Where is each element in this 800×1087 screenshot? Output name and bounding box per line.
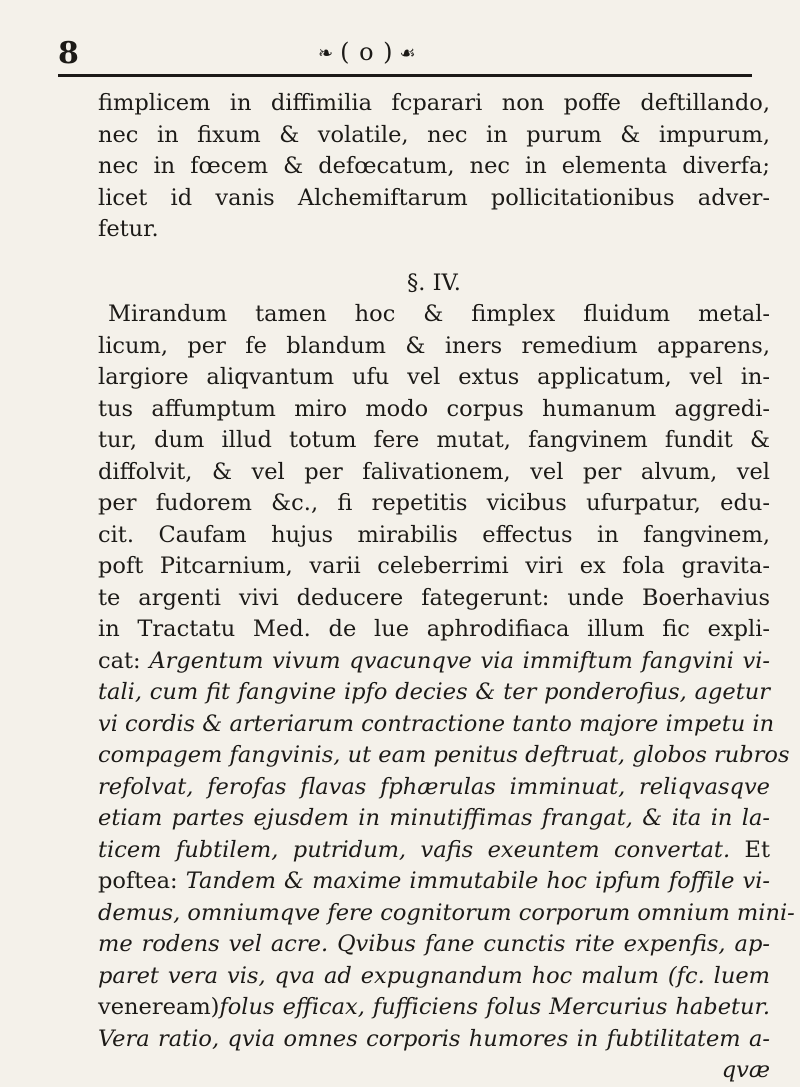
quotation: folus efficax, fufficiens folus Mercurius habetur. bbox=[219, 994, 770, 1020]
text-line: diffolvit, & vel per falivationem, vel per alvum, vel bbox=[98, 458, 770, 485]
text-line: nec in fœcem & defœcatum, nec in elementa diverfa; bbox=[98, 153, 770, 179]
spacer bbox=[98, 246, 770, 268]
quotation: paret vera vis, qva ad expugnandum hoc malum (fc. luem bbox=[98, 962, 770, 989]
text-line: per fudorem &c., fi repetitis vicibus ufurpatur, edu- bbox=[98, 490, 770, 516]
text-line bbox=[98, 709, 775, 741]
text-line: tus affumptum miro modo corpus humanum aggredi- bbox=[98, 395, 770, 422]
page-header bbox=[58, 36, 752, 77]
page-number: 8 bbox=[58, 36, 79, 71]
quotation: tali, cum fit fangvine ipfo decies & ter ponderofius, agetur bbox=[98, 679, 770, 705]
text-line bbox=[98, 1024, 770, 1056]
text-line bbox=[98, 677, 770, 709]
quotation: Qvibus fane cunctis rite expenfis, ap- bbox=[337, 931, 770, 957]
text-line: te argenti vivi deducere fategerunt: unde Boerhavius bbox=[98, 584, 770, 611]
text-span: poftea: bbox=[98, 868, 178, 894]
running-head bbox=[312, 38, 423, 66]
quotation: ticem fubtilem, putridum, vafis exeuntem convertat. bbox=[98, 836, 731, 863]
ornament-right-icon: ☙ bbox=[399, 43, 417, 64]
running-head-text: ( o ) bbox=[340, 38, 394, 66]
ornament-left-icon: ❧ bbox=[318, 43, 335, 64]
body-text bbox=[98, 88, 795, 1087]
text-line: largiore aliqvantum ufu vel extus applicatum, vel in- bbox=[98, 364, 770, 390]
quotation: etiam partes ejusdem in minutiffimas frangat, & ita in la- bbox=[98, 805, 770, 831]
quotation: demus, omniumqve fere cognitorum corporum omnium mini- bbox=[98, 899, 795, 926]
quotation: Vera ratio, qvia omnes corporis humores in fubtilitatem a- bbox=[98, 1025, 770, 1052]
quotation: compagem fangvinis, ut eam penitus deftruat, globos rubros bbox=[98, 742, 790, 768]
quotation: Argentum vivum qvacunqve via immiftum fangvini vi- bbox=[149, 647, 770, 674]
text-span: veneream) bbox=[98, 994, 220, 1020]
text-line: poft Pitcarnium, varii celeberrimi viri ex fola gravita- bbox=[98, 553, 770, 579]
text-line bbox=[98, 803, 770, 835]
text-line bbox=[98, 992, 770, 1024]
section-heading: §. IV. bbox=[407, 269, 461, 296]
catchword-text: qvæ bbox=[721, 1057, 770, 1083]
text-line: fetur. bbox=[98, 216, 159, 242]
text-line: licet id vanis Alchemiftarum pollicitationibus adver- bbox=[98, 184, 770, 211]
text-line: nec in fixum & volatile, nec in purum & impurum, bbox=[98, 121, 770, 148]
quotation: vi cordis & arteriarum contractione tanto majore impetu in bbox=[98, 710, 775, 737]
text-line: in Tractatu Med. de lue aphrodifiaca illum fic expli- bbox=[98, 616, 770, 642]
text-line: licum, per fe blandum & iners remedium apparens, bbox=[98, 332, 770, 359]
quotation: refolvat, ferofas flavas fphærulas imminuat, reliqvasqve bbox=[98, 773, 770, 800]
text-line: tur, dum illud totum fere mutat, fangvinem fundit & bbox=[98, 427, 770, 453]
text-line bbox=[98, 898, 795, 930]
quotation: me rodens vel acre. bbox=[98, 931, 329, 957]
catchword bbox=[98, 1055, 770, 1087]
text-span: cat: bbox=[98, 647, 141, 674]
text-line bbox=[98, 835, 770, 867]
text-line bbox=[98, 929, 770, 961]
text-line bbox=[98, 961, 770, 993]
text-line bbox=[98, 866, 770, 898]
text-line: Mirandum tamen hoc & fimplex fluidum metal- bbox=[108, 301, 770, 327]
text-line: fimplicem in diffimilia fcparari non poffe deftillando, bbox=[98, 90, 770, 116]
text-line bbox=[98, 740, 790, 772]
quotation: Tandem & maxime immutabile hoc ipfum foffile vi- bbox=[185, 868, 770, 894]
text-span: Et bbox=[744, 836, 770, 863]
text-line bbox=[98, 772, 770, 804]
text-line bbox=[98, 646, 770, 678]
text-line: cit. Caufam hujus mirabilis effectus in fangvinem, bbox=[98, 521, 770, 548]
